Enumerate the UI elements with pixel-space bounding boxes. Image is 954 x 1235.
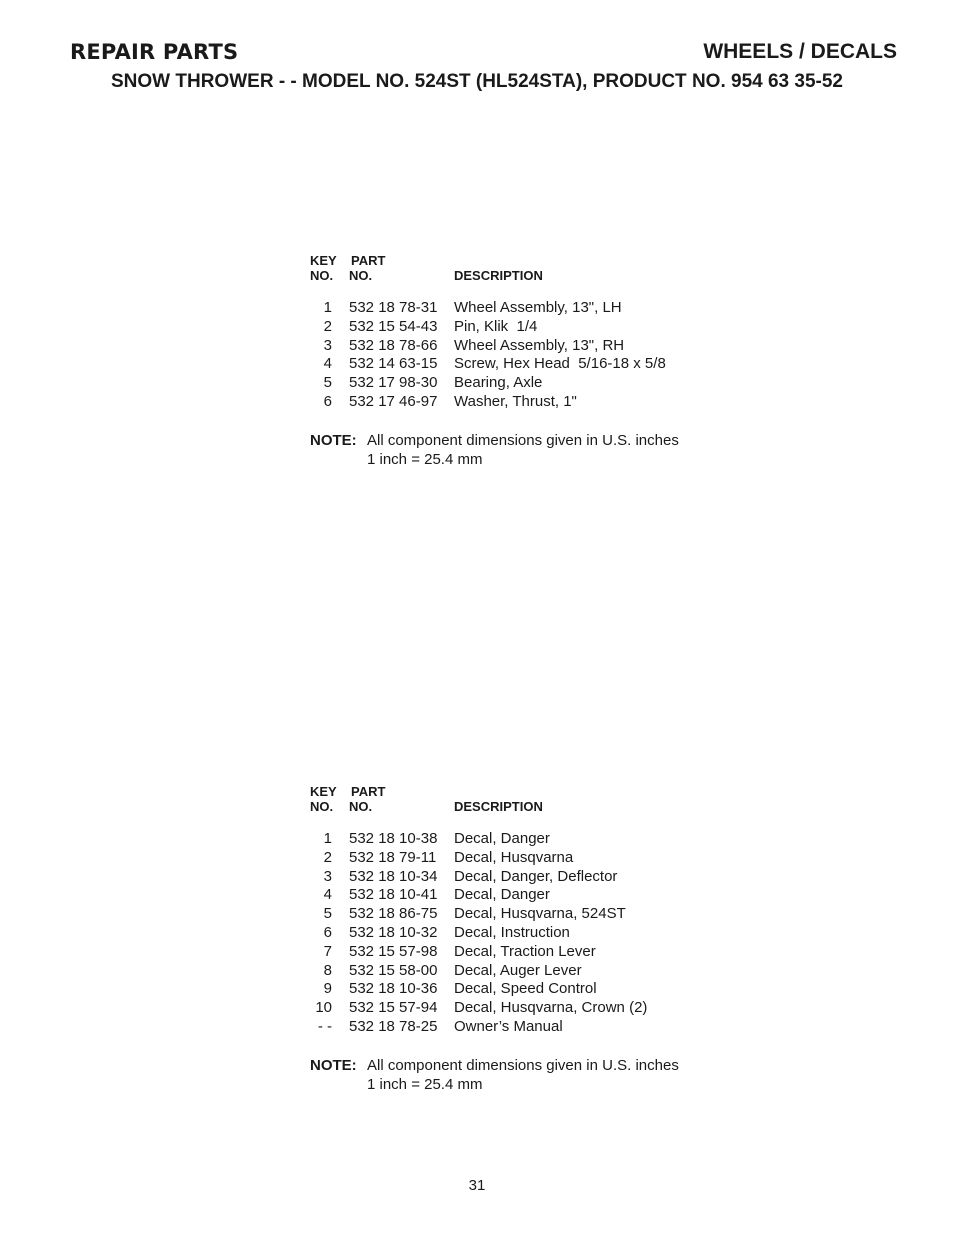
part-description: Decal, Auger Lever	[454, 961, 582, 979]
table-row	[310, 943, 730, 962]
part-description: Decal, Danger	[454, 886, 550, 904]
table-row	[310, 999, 730, 1018]
part-number: 532 18 79-11	[349, 848, 437, 866]
part-number: 532 15 54-43	[349, 317, 438, 335]
key-number: 6	[323, 392, 332, 410]
part-number: 532 18 10-38	[349, 830, 438, 847]
part-number: 532 14 63-15	[349, 355, 438, 373]
table-row	[310, 924, 730, 943]
table-row	[310, 318, 730, 337]
part-number: 532 18 10-36	[349, 980, 438, 998]
key-number: 7	[323, 942, 332, 960]
table-row	[310, 868, 730, 887]
part-number: 532 17 98-30	[349, 374, 438, 392]
part-header-top: PART	[351, 784, 386, 799]
table-row	[310, 355, 730, 374]
note-line-2: 1 inch = 25.4 mm	[367, 1075, 483, 1093]
wheels-note	[310, 431, 730, 469]
key-number: - -	[317, 1017, 332, 1035]
part-number: 532 18 86-75	[349, 905, 438, 923]
part-description: Decal, Speed Control	[454, 980, 597, 998]
key-number: 1	[323, 299, 332, 316]
table-row	[310, 337, 730, 356]
key-number: 6	[323, 923, 332, 941]
part-description: Decal, Danger, Deflector	[454, 867, 618, 885]
key-number: 8	[323, 961, 332, 979]
column-headers	[310, 784, 730, 818]
part-number: 532 18 10-41	[349, 886, 438, 904]
decals-note	[310, 1056, 730, 1094]
wheels-parts-list	[310, 253, 730, 469]
part-number: 532 18 78-31	[349, 299, 438, 316]
part-number: 532 18 10-32	[349, 923, 438, 941]
part-description: Decal, Danger	[454, 830, 550, 847]
part-number: 532 15 57-94	[349, 999, 438, 1017]
part-description: Wheel Assembly, 13", LH	[454, 299, 622, 316]
decals-parts-list	[310, 784, 730, 1094]
part-number: 532 18 10-34	[349, 867, 438, 885]
note-line-1: All component dimensions given in U.S. inches	[367, 1056, 679, 1074]
column-headers	[310, 253, 730, 287]
key-number: 4	[323, 355, 332, 373]
decals-rows	[310, 830, 730, 1037]
key-number: 3	[323, 336, 332, 354]
page-topic: WHEELS / DECALS	[703, 40, 897, 63]
key-number: 9	[323, 980, 332, 998]
part-description: Decal, Husqvarna, 524ST	[454, 905, 626, 923]
part-description: Owner’s Manual	[454, 1017, 563, 1035]
table-row	[310, 849, 730, 868]
part-number: 532 15 58-00	[349, 961, 438, 979]
part-header-bottom: NO.	[349, 799, 373, 814]
part-description: Bearing, Axle	[454, 374, 543, 392]
part-number: 532 18 78-66	[349, 336, 438, 354]
note-label: NOTE:	[310, 1056, 357, 1074]
part-header-top: PART	[351, 253, 386, 268]
part-description: Washer, Thrust, 1"	[454, 392, 577, 410]
key-header-bottom: NO.	[310, 268, 334, 283]
key-number: 10	[315, 999, 332, 1017]
key-number: 4	[323, 886, 332, 904]
part-description: Pin, Klik 1/4	[454, 317, 538, 335]
description-header: DESCRIPTION	[454, 799, 543, 814]
table-row	[310, 962, 730, 981]
table-row	[310, 299, 730, 318]
table-row	[310, 905, 730, 924]
key-header-bottom: NO.	[310, 799, 334, 814]
key-number: 5	[323, 374, 332, 392]
wheels-rows	[310, 299, 730, 412]
part-number: 532 17 46-97	[349, 392, 438, 410]
part-description: Decal, Husqvarna	[454, 848, 574, 866]
page-number: 31	[468, 1177, 486, 1194]
part-description: Wheel Assembly, 13", RH	[454, 336, 625, 354]
key-number: 2	[323, 848, 332, 866]
note-line-2: 1 inch = 25.4 mm	[367, 450, 483, 468]
part-description: Decal, Instruction	[454, 923, 570, 941]
key-number: 3	[323, 867, 332, 885]
part-description: Screw, Hex Head 5/16-18 x 5/8	[454, 355, 666, 373]
model-subtitle: SNOW THROWER - - MODEL NO. 524ST (HL524STA), PRODUCT NO. 954 63 35-52	[111, 71, 843, 92]
section-title: REPAIR PARTS	[70, 40, 239, 64]
table-row	[310, 980, 730, 999]
table-row	[310, 886, 730, 905]
table-row	[310, 393, 730, 412]
note-line-1: All component dimensions given in U.S. inches	[367, 431, 679, 449]
part-description: Decal, Husqvarna, Crown (2)	[454, 999, 648, 1017]
table-row	[310, 830, 730, 849]
part-header-bottom: NO.	[349, 268, 373, 283]
key-number: 2	[323, 317, 332, 335]
key-header-top: KEY	[310, 253, 337, 268]
note-label: NOTE:	[310, 431, 357, 449]
key-number: 1	[323, 830, 332, 847]
part-number: 532 15 57-98	[349, 942, 438, 960]
description-header: DESCRIPTION	[454, 268, 543, 283]
part-number: 532 18 78-25	[349, 1017, 438, 1035]
part-description: Decal, Traction Lever	[454, 942, 596, 960]
key-number: 5	[323, 905, 332, 923]
key-header-top: KEY	[310, 784, 337, 799]
table-row	[310, 1018, 730, 1037]
table-row	[310, 374, 730, 393]
